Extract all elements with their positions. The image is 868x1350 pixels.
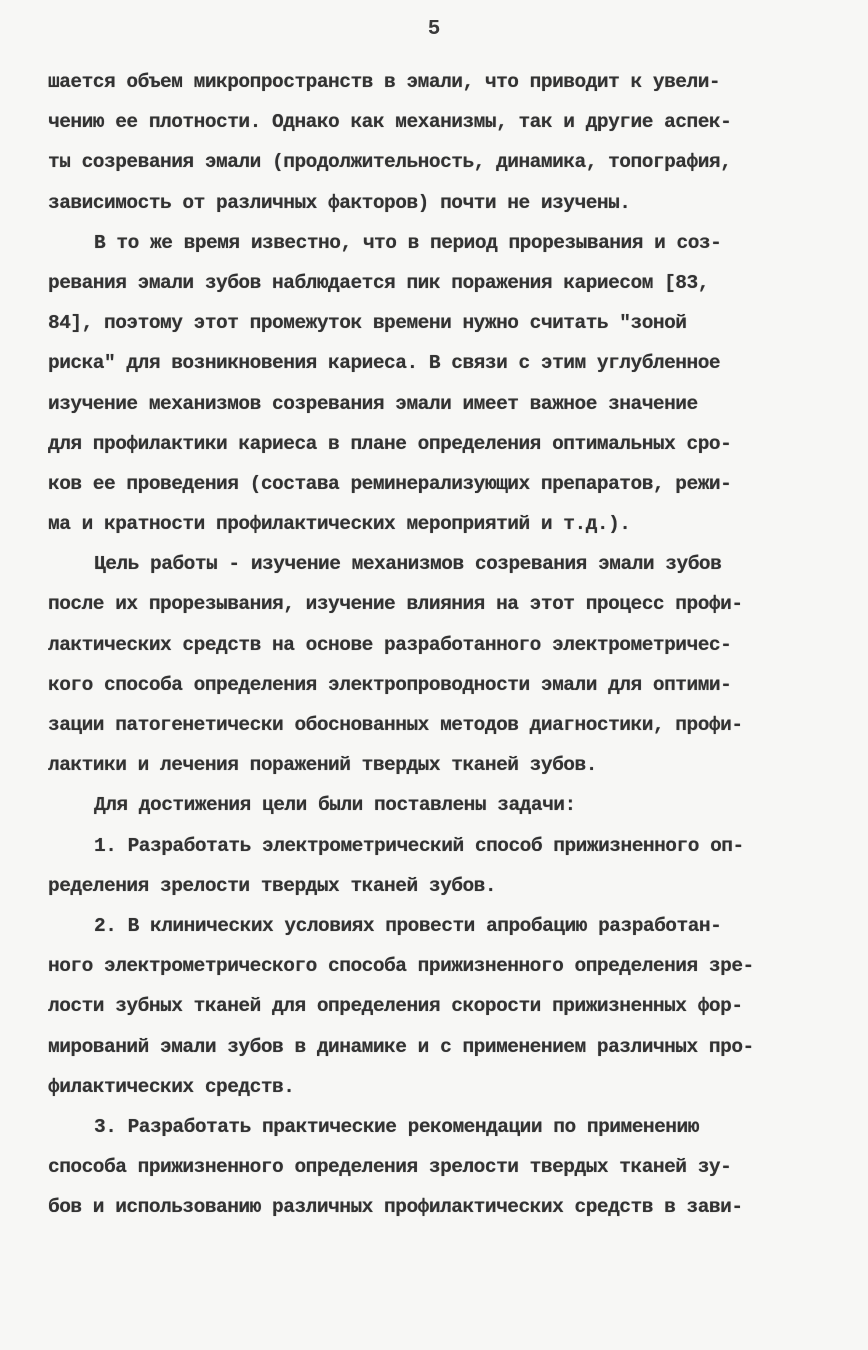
text-line: лости зубных тканей для определения скорости прижизненных фор- (48, 995, 743, 1018)
text-line: бов и использованию различных профилактических средств в зави- (48, 1196, 743, 1219)
text-line: Цель работы - изучение механизмов созревания эмали зубов (94, 553, 722, 576)
text-line: после их прорезывания, изучение влияния на этот процесс профи- (48, 593, 743, 616)
text-line: лактики и лечения поражений твердых тканей зубов. (48, 754, 597, 777)
text-line: 1. Разработать электрометрический способ прижизненного оп- (94, 834, 744, 857)
page-number: 5 (427, 18, 441, 41)
text-line: 84], поэтому этот промежуток времени нужно считать "зоной (48, 312, 687, 335)
text-line: 3. Разработать практические рекомендации по применению (94, 1115, 699, 1138)
text-line: чению ее плотности. Однако как механизмы, так и другие аспек- (48, 111, 732, 134)
text-line: В то же время известно, что в период прорезывания и соз- (94, 231, 722, 254)
text-line: мирований эмали зубов в динамике и с применением различных про- (48, 1035, 754, 1058)
text-line: 2. В клинических условиях провести апробацию разработан- (94, 914, 722, 937)
text-line: ного электрометрического способа прижизненного определения зре- (48, 955, 754, 978)
text-line: кого способа определения электропроводности эмали для оптими- (48, 673, 732, 696)
text-line: Для достижения цели были поставлены задачи: (94, 794, 576, 817)
text-line: для профилактики кариеса в плане определения оптимальных сро- (48, 432, 732, 455)
text-line: зависимость от различных факторов) почти не изучены. (48, 191, 631, 214)
text-line: ма и кратности профилактических мероприятий и т.д.). (48, 513, 631, 536)
text-line: лактических средств на основе разработанного электрометричес- (48, 633, 732, 656)
text-line: изучение механизмов созревания эмали имеет важное значение (48, 392, 698, 415)
text-line: зации патогенетически обоснованных методов диагностики, профи- (48, 714, 743, 736)
text-line: шается объем микропространств в эмали, что приводит к увели- (48, 71, 721, 93)
text-line: филактических средств. (48, 1075, 295, 1098)
text-line: риска" для возникновения кариеса. В связи с этим углубленное (48, 352, 721, 375)
text-line: ков ее проведения (состава реминерализующих препаратов, режи- (48, 472, 732, 495)
text-line: ределения зрелости твердых тканей зубов. (48, 874, 497, 897)
text-line: ревания эмали зубов наблюдается пик поражения кариесом [83, (48, 271, 709, 294)
body-text (48, 62, 823, 1227)
text-line: способа прижизненного определения зрелости твердых тканей зу- (48, 1156, 732, 1179)
text-line: ты созревания эмали (продолжительность, динамика, топография, (48, 151, 732, 174)
